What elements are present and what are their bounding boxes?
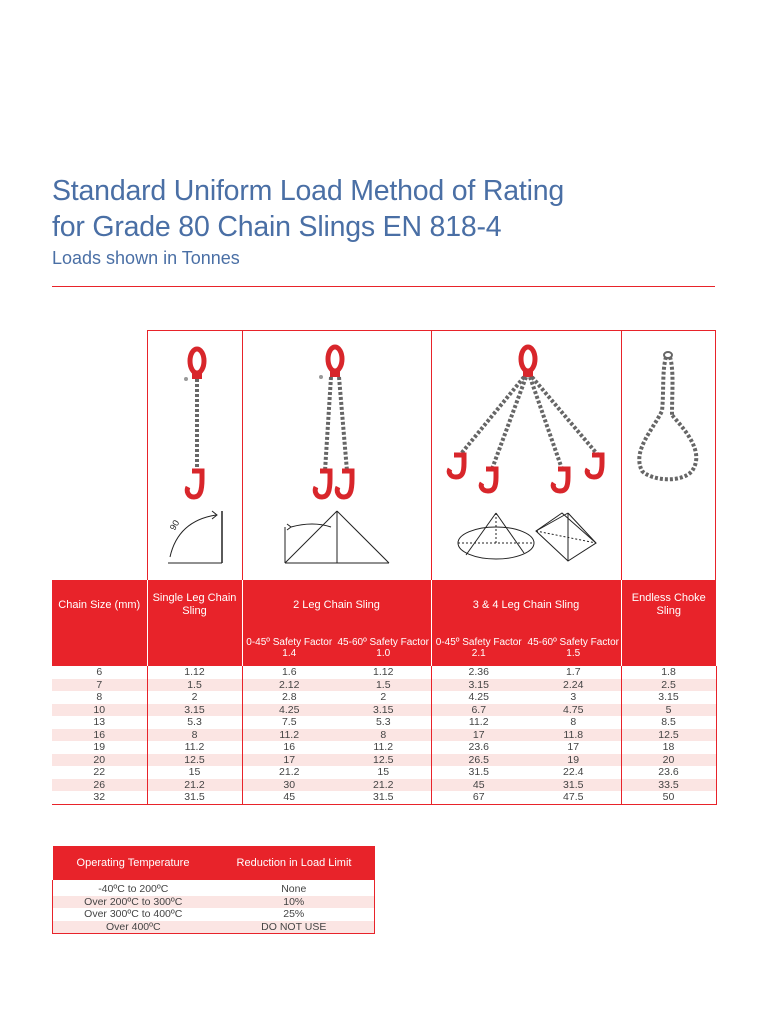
header-endless-choke: Endless Choke Sling xyxy=(621,580,716,630)
temperature-range: Over 300ºC to 400ºC xyxy=(53,908,214,921)
cell-chain-size: 20 xyxy=(52,754,147,767)
table-row xyxy=(52,741,716,754)
cell-three-four-0-45: 6.7 xyxy=(431,704,526,717)
cell-three-four-0-45: 26.5 xyxy=(431,754,526,767)
table-row xyxy=(52,766,716,779)
cell-three-four-0-45: 17 xyxy=(431,729,526,742)
cell-two-leg-0-45: 11.2 xyxy=(242,729,336,742)
page-title-line-1: Standard Uniform Load Method of Rating xyxy=(52,175,565,207)
sling-illustrations xyxy=(147,330,716,580)
cell-three-four-45-60: 31.5 xyxy=(526,779,621,792)
cell-single-leg: 3.15 xyxy=(147,704,242,717)
cell-endless-choke: 20 xyxy=(621,754,716,767)
cell-two-leg-0-45: 21.2 xyxy=(242,766,336,779)
cell-endless-choke: 1.8 xyxy=(621,666,716,679)
cell-chain-size: 7 xyxy=(52,679,147,692)
cell-two-leg-0-45: 7.5 xyxy=(242,716,336,729)
cell-endless-choke: 33.5 xyxy=(621,779,716,792)
cell-three-four-0-45: 23.6 xyxy=(431,741,526,754)
subheader-three-four-45-60: 45-60º Safety Factor 1.5 xyxy=(526,630,621,666)
cell-three-four-45-60: 17 xyxy=(567,741,580,753)
cell-two-leg-45-60: 21.2 xyxy=(336,779,431,792)
header-two-leg: 2 Leg Chain Sling xyxy=(242,580,431,630)
cell-chain-size: 19 xyxy=(93,741,106,753)
cell-two-leg-0-45: 2.12 xyxy=(242,679,336,692)
cell-three-four-45-60: 19 xyxy=(526,754,621,767)
load-reduction: 25% xyxy=(214,908,375,921)
cell-single-leg: 2 xyxy=(147,691,242,704)
header-single-leg: Single Leg Chain Sling xyxy=(147,580,242,630)
cell-two-leg-45-60: 5.3 xyxy=(375,716,391,728)
cell-three-four-45-60: 22.4 xyxy=(563,766,584,778)
cell-three-four-0-45: 31.5 xyxy=(431,766,526,779)
subheader-two-leg-0-45: 0-45º Safety Factor 1.4 xyxy=(242,630,336,666)
subheader-empty xyxy=(52,630,147,666)
cell-single-leg: 5.3 xyxy=(147,716,242,729)
cell-two-leg-0-45: 17 xyxy=(242,754,336,767)
table-row xyxy=(52,691,716,704)
cell-chain-size: 32 xyxy=(52,791,147,804)
table-header-row xyxy=(52,580,716,630)
load-table-body xyxy=(52,666,716,804)
cell-single-leg: 11.2 xyxy=(147,741,242,754)
load-rating-table xyxy=(52,580,717,805)
cell-single-leg: 15 xyxy=(147,766,242,779)
angle-label: 90 xyxy=(167,518,182,532)
cell-chain-size: 13 xyxy=(93,716,106,728)
load-reduction: DO NOT USE xyxy=(214,921,375,934)
cell-two-leg-45-60: 12.5 xyxy=(336,754,431,767)
temperature-table xyxy=(52,846,375,934)
cell-endless-choke: 2.5 xyxy=(621,679,716,692)
table-subheader-row xyxy=(52,630,716,666)
cell-endless-choke: 50 xyxy=(621,791,716,804)
two-leg-sling-image xyxy=(243,331,432,581)
header-three-four-leg: 3 & 4 Leg Chain Sling xyxy=(431,580,621,630)
cell-two-leg-45-60: 1.5 xyxy=(336,679,431,692)
cell-two-leg-45-60: 1.12 xyxy=(373,666,394,678)
cell-endless-choke: 18 xyxy=(621,741,716,754)
cell-two-leg-45-60: 15 xyxy=(377,766,390,778)
temperature-row xyxy=(53,896,375,909)
table-row xyxy=(52,716,716,729)
subheader-empty xyxy=(621,630,716,666)
cell-chain-size: 26 xyxy=(52,779,147,792)
cell-single-leg: 31.5 xyxy=(147,791,242,804)
cell-single-leg: 21.2 xyxy=(147,779,242,792)
table-row xyxy=(52,666,716,679)
cell-two-leg-0-45: 16 xyxy=(242,741,336,754)
cell-chain-size: 22 xyxy=(93,766,106,778)
cell-three-four-45-60: 2.24 xyxy=(526,679,621,692)
endless-choke-sling-image xyxy=(622,331,717,581)
cell-single-leg: 8 xyxy=(147,729,242,742)
cell-three-four-0-45: 4.25 xyxy=(431,691,526,704)
temperature-range: Over 400ºC xyxy=(53,921,214,934)
header-chain-size: Chain Size (mm) xyxy=(52,580,147,630)
page-title xyxy=(52,173,732,245)
cell-chain-size: 6 xyxy=(96,666,103,678)
temperature-row xyxy=(53,883,375,896)
temperature-range: -40ºC to 200ºC xyxy=(53,883,214,896)
cell-endless-choke: 12.5 xyxy=(621,729,716,742)
cell-single-leg: 1.12 xyxy=(147,666,242,679)
single-leg-illustration xyxy=(147,330,242,580)
temperature-range: Over 200ºC to 300ºC xyxy=(53,896,214,909)
cell-endless-choke: 5 xyxy=(621,704,716,717)
temperature-header-row xyxy=(53,846,375,880)
header-divider xyxy=(52,286,715,287)
page-title-line-2: for Grade 80 Chain Slings EN 818-4 xyxy=(52,211,502,243)
cell-two-leg-0-45: 45 xyxy=(242,791,336,804)
cell-two-leg-0-45: 30 xyxy=(242,779,336,792)
page-subtitle: Loads shown in Tonnes xyxy=(52,248,240,268)
subheader-empty xyxy=(147,630,242,666)
temperature-row xyxy=(53,921,375,934)
single-leg-sling-image xyxy=(148,331,243,581)
table-row xyxy=(52,779,716,792)
load-reduction: None xyxy=(214,883,375,896)
cell-two-leg-45-60: 31.5 xyxy=(336,791,431,804)
cell-three-four-0-45: 67 xyxy=(431,791,526,804)
cell-endless-choke: 23.6 xyxy=(621,766,716,779)
cell-three-four-45-60: 8 xyxy=(570,716,577,728)
cell-two-leg-0-45: 4.25 xyxy=(242,704,336,717)
table-row xyxy=(52,704,716,717)
three-four-leg-illustration xyxy=(431,330,621,580)
cell-chain-size: 8 xyxy=(96,691,103,703)
cell-three-four-0-45: 11.2 xyxy=(431,716,526,729)
cell-three-four-45-60: 3 xyxy=(570,691,577,703)
cell-three-four-45-60: 11.8 xyxy=(526,729,621,742)
cell-two-leg-45-60: 11.2 xyxy=(373,741,394,753)
three-four-leg-sling-image xyxy=(432,331,622,581)
cell-three-four-45-60: 1.7 xyxy=(565,666,581,678)
header-operating-temperature: Operating Temperature xyxy=(53,846,214,880)
cell-two-leg-45-60: 2 xyxy=(380,691,387,703)
cell-three-four-0-45: 45 xyxy=(431,779,526,792)
cell-endless-choke: 3.15 xyxy=(621,691,716,704)
cell-two-leg-0-45: 1.6 xyxy=(242,666,336,679)
temperature-row xyxy=(53,908,375,921)
load-reduction: 10% xyxy=(214,896,375,909)
table-row xyxy=(52,754,716,767)
table-row xyxy=(52,679,716,692)
cell-chain-size: 16 xyxy=(52,729,147,742)
table-row xyxy=(52,791,716,804)
table-row xyxy=(52,729,716,742)
subheader-three-four-0-45: 0-45º Safety Factor 2.1 xyxy=(431,630,526,666)
subheader-two-leg-45-60: 45-60º Safety Factor 1.0 xyxy=(336,630,431,666)
header-reduction-load-limit: Reduction in Load Limit xyxy=(214,846,375,880)
cell-chain-size: 10 xyxy=(52,704,147,717)
cell-two-leg-45-60: 8 xyxy=(336,729,431,742)
cell-single-leg: 12.5 xyxy=(147,754,242,767)
cell-endless-choke: 8.5 xyxy=(621,716,716,729)
cell-three-four-45-60: 4.75 xyxy=(526,704,621,717)
two-leg-illustration xyxy=(242,330,431,580)
cell-single-leg: 1.5 xyxy=(147,679,242,692)
cell-three-four-0-45: 3.15 xyxy=(431,679,526,692)
endless-choke-illustration xyxy=(621,330,716,580)
cell-three-four-45-60: 47.5 xyxy=(526,791,621,804)
cell-two-leg-0-45: 2.8 xyxy=(242,691,336,704)
cell-three-four-0-45: 2.36 xyxy=(431,666,526,679)
cell-two-leg-45-60: 3.15 xyxy=(336,704,431,717)
